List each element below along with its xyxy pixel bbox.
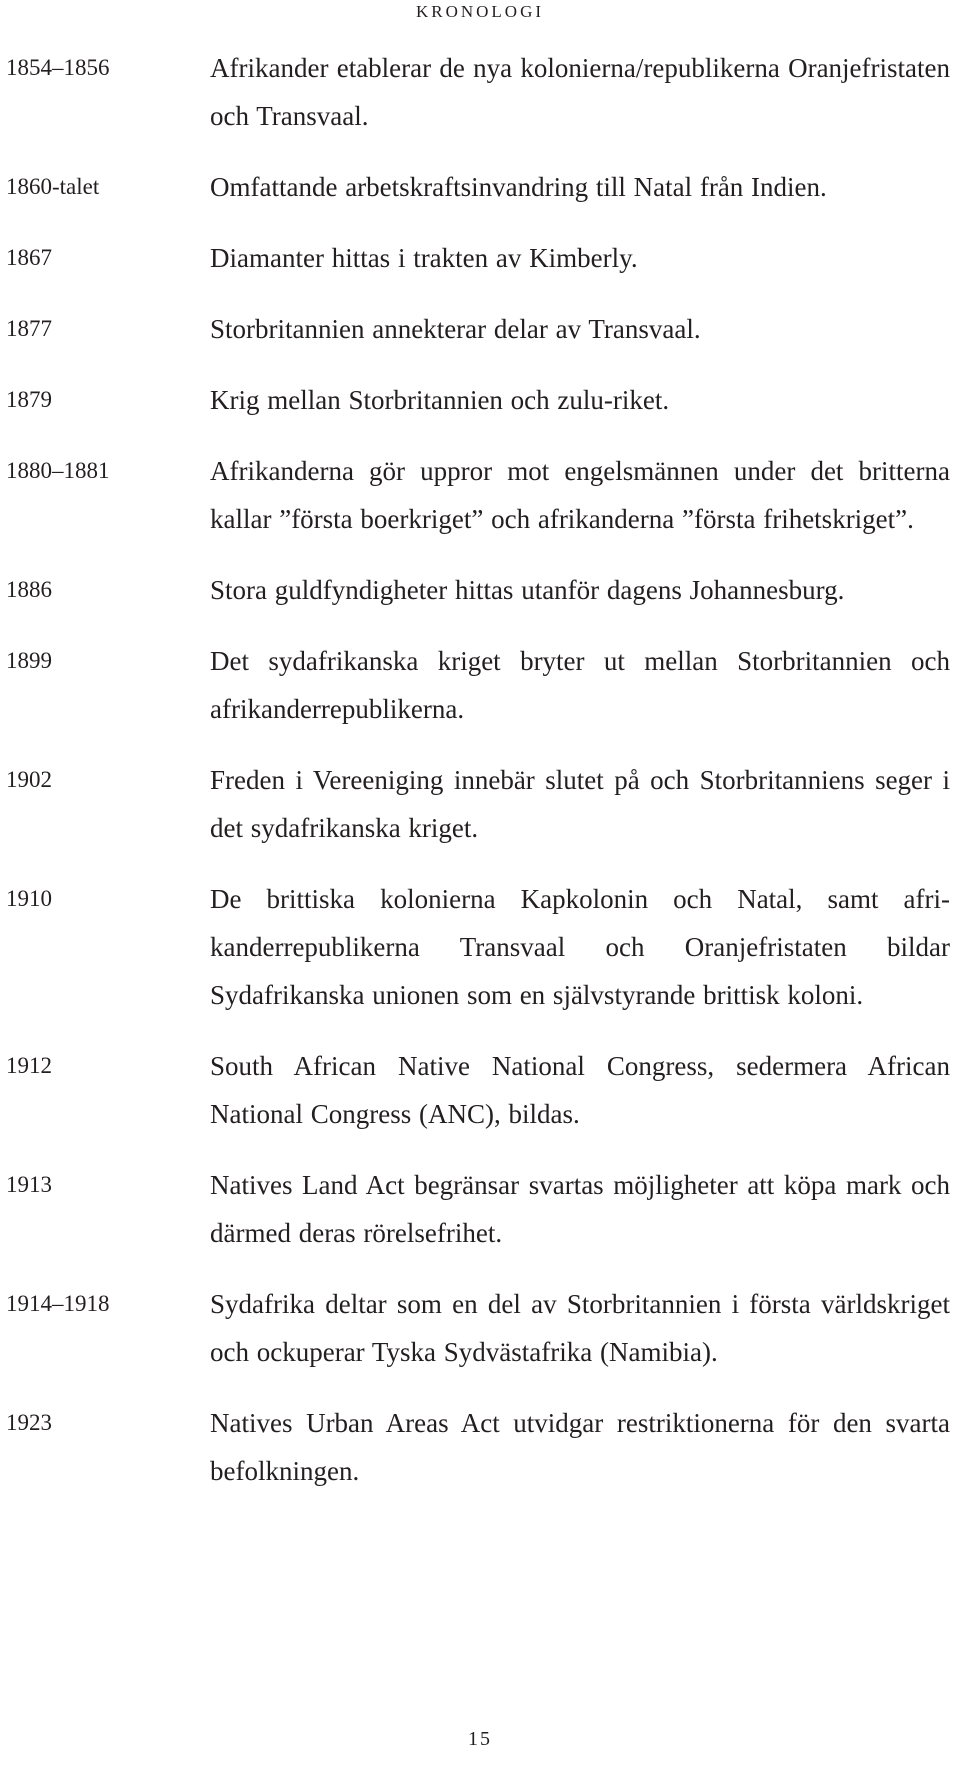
entry-year: 1860-talet (6, 174, 100, 199)
entry-description: Natives Land Act begränsar svartas möjligheter att köpa mark och därmed deras rörelsefrihet. (210, 1170, 950, 1248)
entry-description: Omfattande arbetskraftsinvandring till Natal från Indien. (210, 172, 827, 202)
entry-year: 1914–1918 (6, 1291, 110, 1316)
entry-description: South African Native National Congress, sedermera African National Congress (ANC), bildas. (210, 1051, 950, 1129)
entry-year: 1877 (6, 316, 52, 341)
entry-year: 1879 (6, 387, 52, 412)
running-header: KRONOLOGI (415, 2, 545, 21)
entry-description: Afrikander etablerar de nya kolonierna/republikerna Oranjefristaten och Transvaal. (210, 53, 950, 131)
entry-year: 1912 (6, 1053, 52, 1078)
chronology-entry (6, 1042, 956, 1138)
chronology-entry (6, 376, 956, 424)
chronology-entry (6, 1280, 956, 1376)
chronology-entry (6, 234, 956, 282)
entry-description: Freden i Vereeniging innebär slutet på och Storbritanniens seger i det sydafrikanska kriget. (210, 765, 950, 843)
entry-year: 1902 (6, 767, 52, 792)
entry-description: Diamanter hittas i trakten av Kimberly. (210, 243, 638, 273)
entry-year: 1880–1881 (6, 458, 110, 483)
entry-description: Det sydafrikanska kriget bryter ut mellan Storbritannien och afrikanderrepublikerna. (210, 646, 950, 724)
entry-year: 1854–1856 (6, 55, 110, 80)
entry-year: 1923 (6, 1410, 52, 1435)
chronology-entry (6, 566, 956, 614)
chronology-entry (6, 1399, 956, 1495)
chronology-entry (6, 447, 956, 543)
chronology-entry (6, 1161, 956, 1257)
chronology-list (6, 44, 956, 1518)
chronology-entry (6, 163, 956, 211)
entry-year: 1886 (6, 577, 52, 602)
entry-description: Afrikanderna gör uppror mot engelsmännen under det britterna kallar ”första boerkriget” och afrikanderna ”första frihetskriget”. (210, 456, 950, 534)
page-number: 15 (468, 1728, 492, 1750)
entry-description: Stora guldfyndigheter hittas utanför dagens Johannesburg. (210, 575, 845, 605)
entry-description: Storbritannien annekterar delar av Transvaal. (210, 314, 701, 344)
chronology-entry (6, 637, 956, 733)
entry-description: De brittiska kolonierna Kapkolonin och Natal, samt afrikanderrepublikerna Transvaal och Oranjefristaten bildar Sydafrikanska unionen som en självstyrande brittisk koloni. (210, 884, 950, 1010)
entry-description: Sydafrika deltar som en del av Storbritannien i första världskriget och ockuperar Tyska Sydvästafrika (Namibia). (210, 1289, 950, 1367)
chronology-entry (6, 305, 956, 353)
entry-year: 1913 (6, 1172, 52, 1197)
entry-year: 1899 (6, 648, 52, 673)
chronology-entry (6, 44, 956, 140)
entry-description: Krig mellan Storbritannien och zulu-riket. (210, 385, 670, 415)
entry-year: 1910 (6, 886, 52, 911)
chronology-entry (6, 756, 956, 852)
entry-description: Natives Urban Areas Act utvidgar restriktionerna för den svarta befolkningen. (210, 1408, 950, 1486)
chronology-entry (6, 875, 956, 1019)
entry-year: 1867 (6, 245, 52, 270)
